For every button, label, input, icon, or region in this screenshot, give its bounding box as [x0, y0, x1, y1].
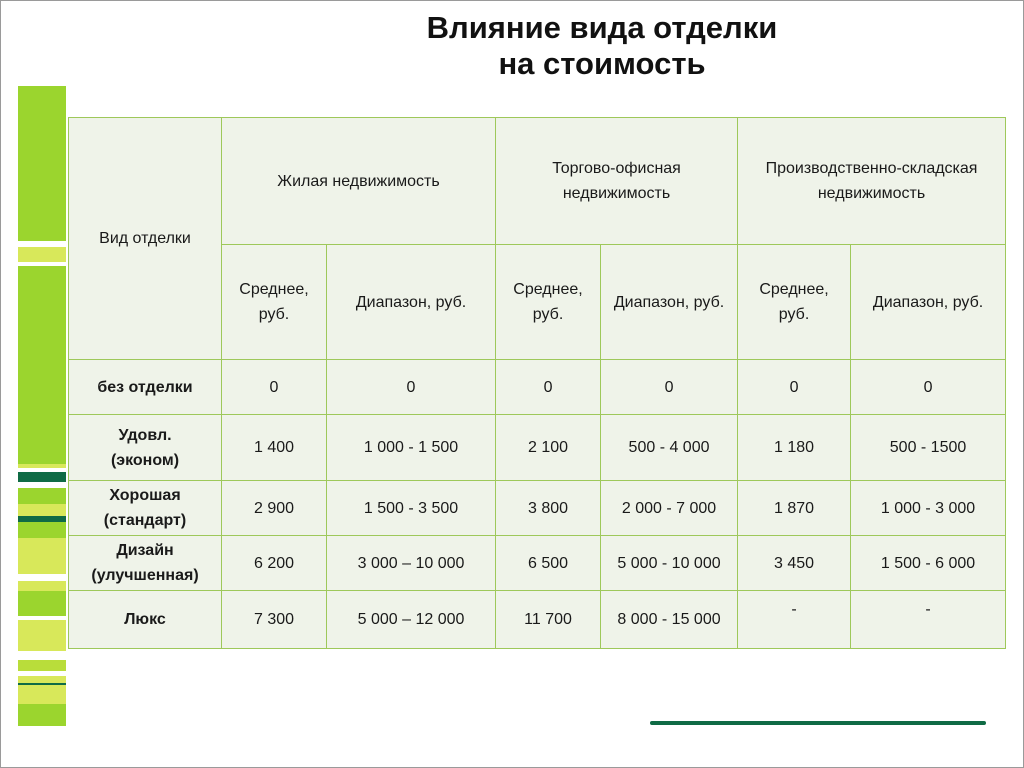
table-row: [69, 536, 1006, 591]
table-cell: -: [738, 591, 851, 649]
header-commercial-office: Торгово-офисная недвижимость: [496, 118, 738, 245]
decorative-divider-line: [650, 721, 986, 725]
title-line-1: Влияние вида отделки: [426, 10, 778, 45]
table-cell: 1 000 - 1 500: [327, 415, 496, 481]
table-cell: 1 000 - 3 000: [851, 481, 1006, 536]
table-cell: 7 300: [222, 591, 327, 649]
subheader-range: Диапазон, руб.: [851, 245, 1006, 360]
table-row: [69, 481, 1006, 536]
table-cell: 2 100: [496, 415, 601, 481]
header-industrial-warehouse: Производственно-складская недвижимость: [738, 118, 1006, 245]
table-cell: 3 800: [496, 481, 601, 536]
table-cell: 3 000 – 10 000: [327, 536, 496, 591]
slide-title: [330, 10, 874, 82]
finish-cost-table: [68, 117, 1006, 649]
header-finish-type: Вид отделки: [69, 118, 222, 360]
table-cell: 500 - 4 000: [601, 415, 738, 481]
table-cell: 5 000 – 12 000: [327, 591, 496, 649]
table-cell: 0: [601, 360, 738, 415]
row-label: Хорошая (стандарт): [69, 481, 222, 536]
table-row: [69, 415, 1006, 481]
header-residential: Жилая недвижимость: [222, 118, 496, 245]
table-cell: 6 200: [222, 536, 327, 591]
table-cell: 3 450: [738, 536, 851, 591]
table-cell: 1 500 - 6 000: [851, 536, 1006, 591]
table-cell: 1 400: [222, 415, 327, 481]
table-cell: 1 180: [738, 415, 851, 481]
table-cell: 500 - 1500: [851, 415, 1006, 481]
table-cell: 2 900: [222, 481, 327, 536]
row-label: без отделки: [69, 360, 222, 415]
subheader-average: Среднее, руб.: [496, 245, 601, 360]
subheader-average: Среднее, руб.: [222, 245, 327, 360]
table-cell: 1 870: [738, 481, 851, 536]
table-cell: 0: [851, 360, 1006, 415]
table-cell: 8 000 - 15 000: [601, 591, 738, 649]
decorative-stripe-bar: [18, 86, 66, 726]
row-label: Люкс: [69, 591, 222, 649]
row-label: Дизайн (улучшенная): [69, 536, 222, 591]
table-cell: 6 500: [496, 536, 601, 591]
table-cell: 0: [496, 360, 601, 415]
subheader-average: Среднее, руб.: [738, 245, 851, 360]
table-cell: -: [851, 591, 1006, 649]
subheader-range: Диапазон, руб.: [601, 245, 738, 360]
table-cell: 11 700: [496, 591, 601, 649]
table-cell: 0: [327, 360, 496, 415]
table-row: [69, 591, 1006, 649]
subheader-range: Диапазон, руб.: [327, 245, 496, 360]
table-cell: 5 000 - 10 000: [601, 536, 738, 591]
table-cell: 2 000 - 7 000: [601, 481, 738, 536]
table-row: [69, 360, 1006, 415]
row-label: Удовл. (эконом): [69, 415, 222, 481]
title-line-2: на стоимость: [498, 46, 706, 81]
table-cell: 0: [222, 360, 327, 415]
table-header-row: [69, 118, 1006, 245]
table-cell: 1 500 - 3 500: [327, 481, 496, 536]
table-cell: 0: [738, 360, 851, 415]
